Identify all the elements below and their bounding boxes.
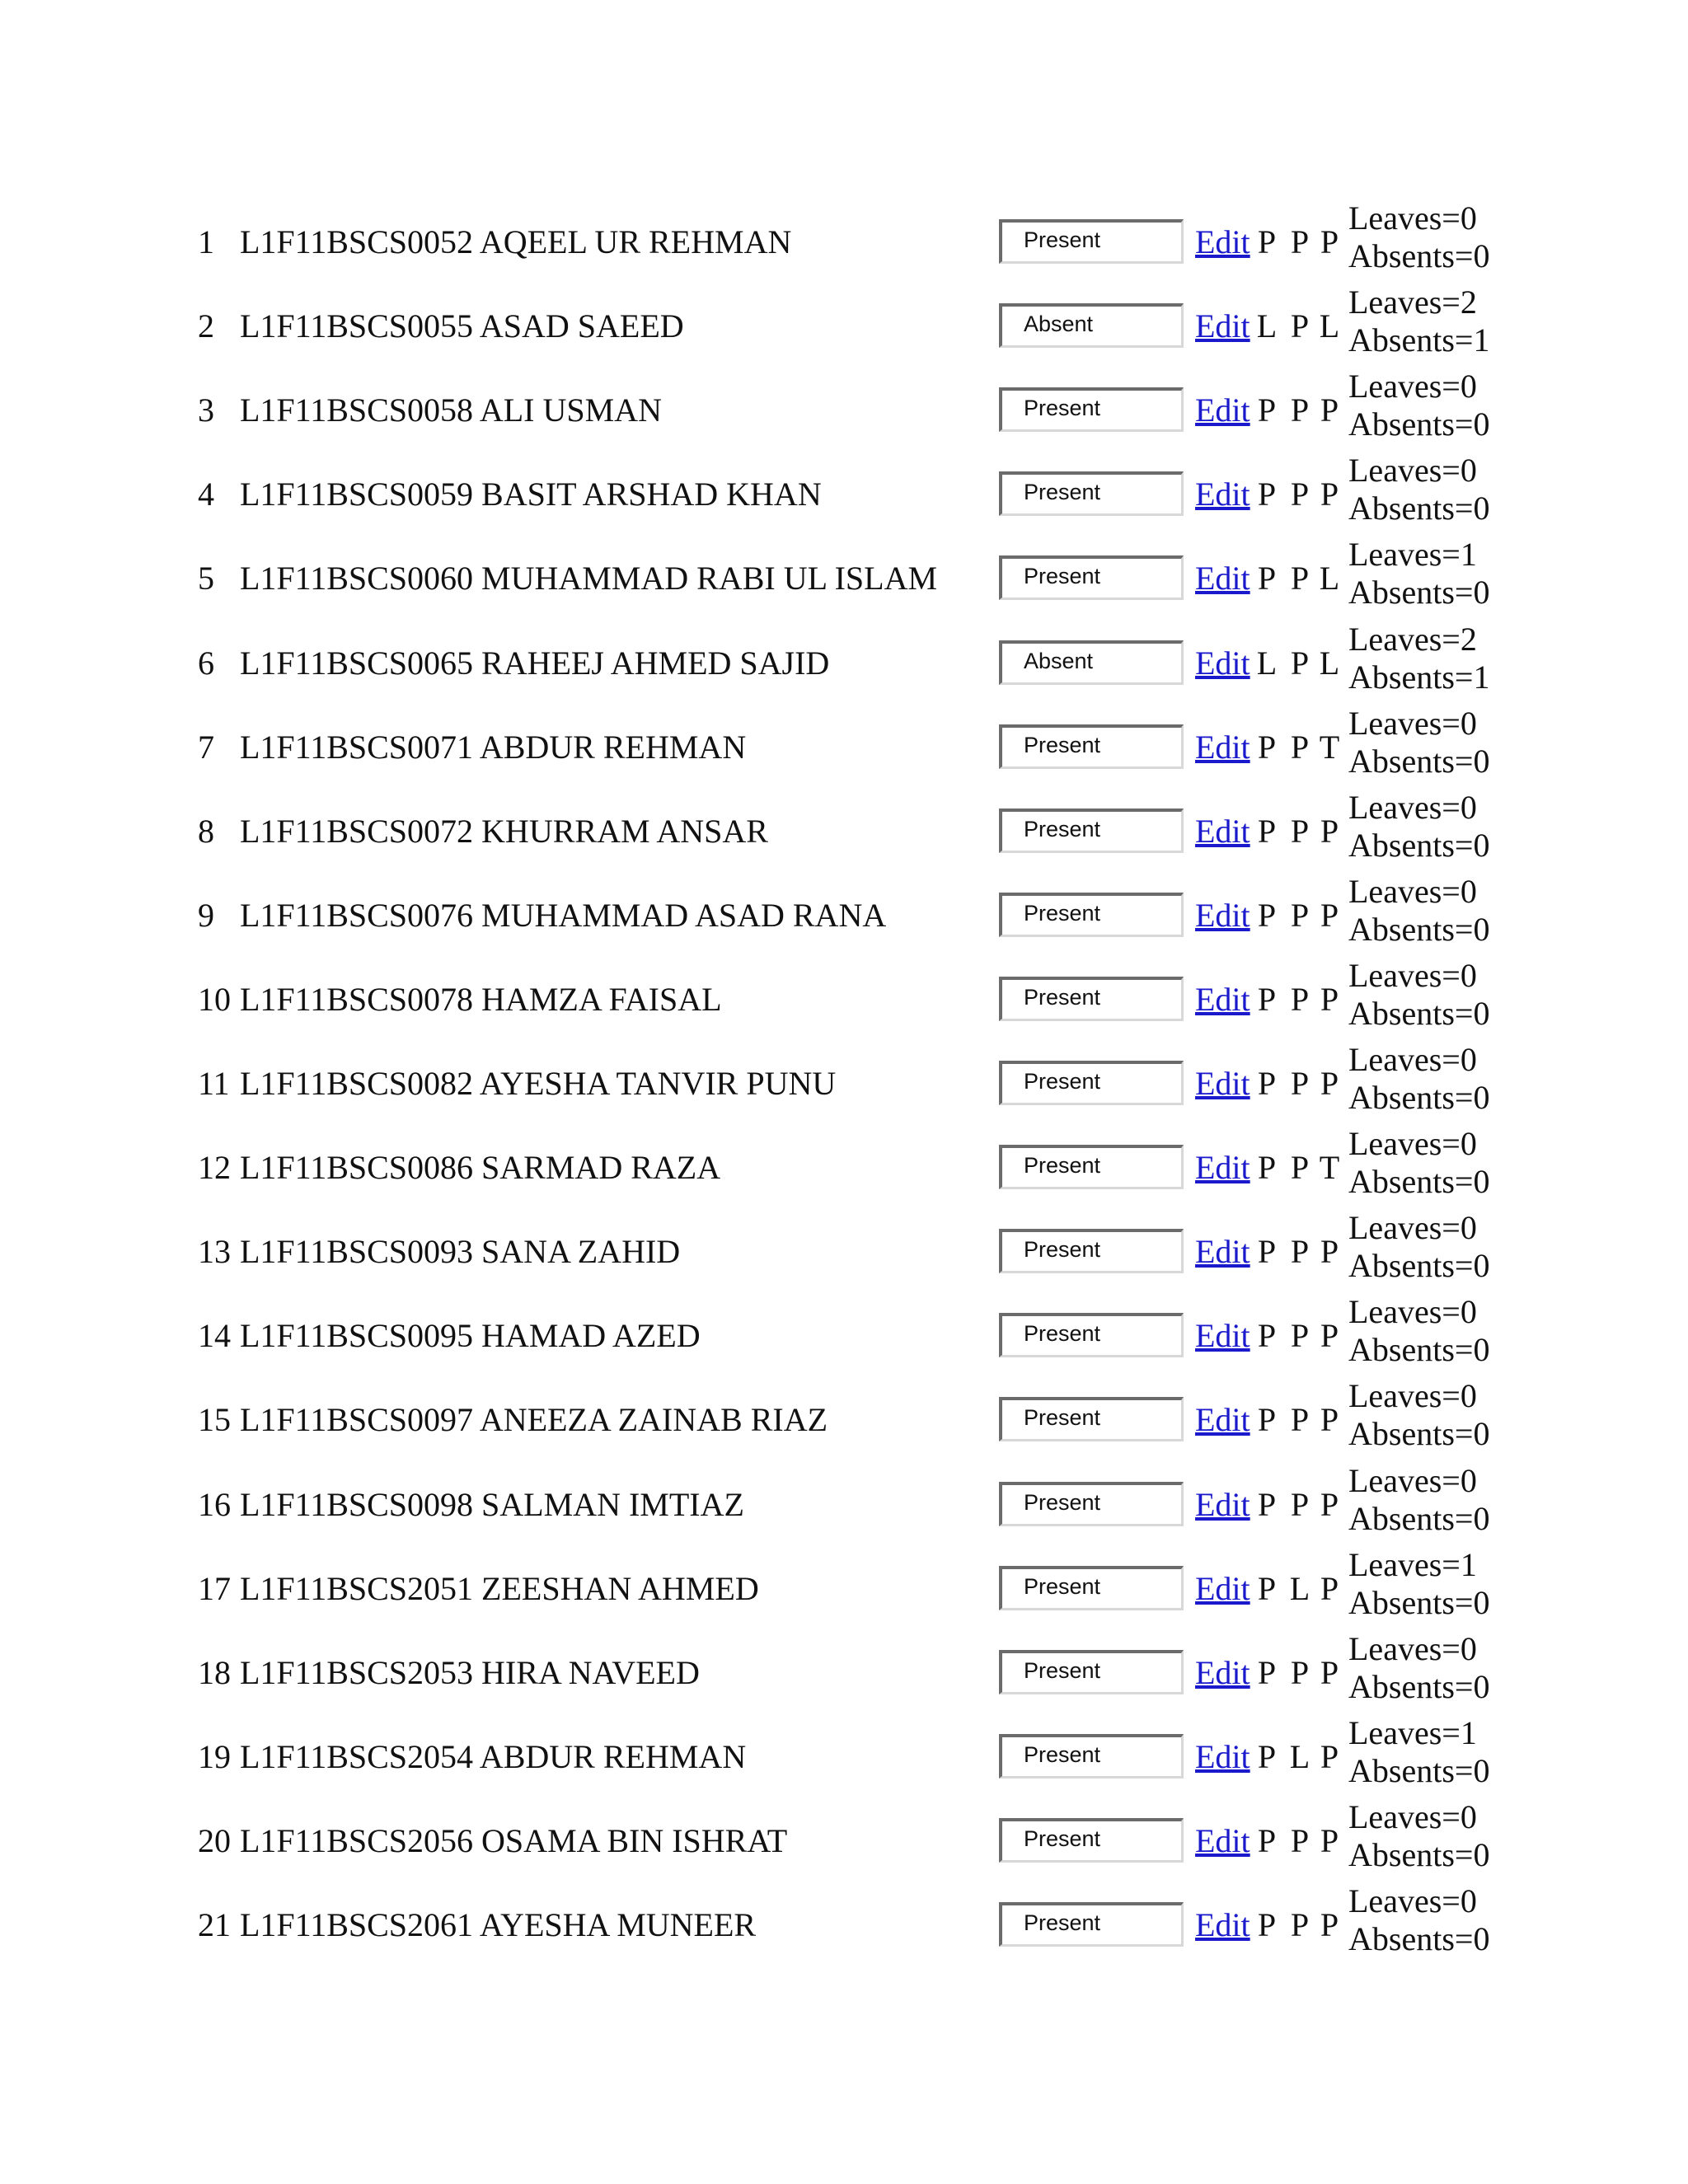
edit-link[interactable]: Edit: [1195, 1906, 1250, 1943]
student-label: [240, 1057, 836, 1110]
student-row: [0, 1125, 1688, 1217]
student-name: ALI USMAN: [479, 391, 662, 429]
leaves-count: Leaves=0: [1348, 1797, 1477, 1835]
attendance-mark-2: P: [1290, 896, 1310, 934]
edit-link[interactable]: Edit: [1195, 1569, 1250, 1607]
edit-link[interactable]: Edit: [1195, 1317, 1250, 1355]
status-field[interactable]: Present: [999, 1734, 1184, 1779]
attendance-counts: [1348, 1041, 1489, 1117]
attendance-counts: [1348, 536, 1489, 612]
absents-count: Absents=0: [1348, 1751, 1490, 1789]
attendance-counts: [1348, 705, 1489, 780]
absents-count: Absents=0: [1348, 574, 1490, 612]
row-number: 16: [198, 1485, 231, 1523]
student-name: HAMAD AZED: [481, 1317, 701, 1355]
attendance-mark-2: P: [1290, 1149, 1310, 1187]
row-number: 3: [198, 391, 214, 429]
leaves-count: Leaves=0: [1348, 1461, 1477, 1499]
absents-count: Absents=0: [1348, 1499, 1490, 1537]
row-number: 13: [198, 1233, 231, 1271]
attendance-counts: [1348, 368, 1489, 443]
student-label: [240, 300, 684, 353]
leaves-count: Leaves=0: [1348, 452, 1477, 490]
student-name: MUHAMMAD ASAD RANA: [481, 896, 887, 934]
absents-count: Absents=0: [1348, 1835, 1490, 1873]
registration-id: L1F11BSCS0097: [240, 1401, 474, 1439]
attendance-mark-3: P: [1320, 1821, 1339, 1859]
registration-id: L1F11BSCS2054: [240, 1737, 474, 1775]
attendance-mark-2: L: [1289, 1737, 1311, 1775]
student-row: [0, 620, 1688, 713]
absents-count: Absents=0: [1348, 237, 1490, 274]
student-label: [240, 1815, 787, 1868]
student-label: [240, 384, 662, 437]
student-row: [0, 1545, 1688, 1638]
registration-id: L1F11BSCS0052: [240, 223, 474, 260]
attendance-mark-1: P: [1257, 980, 1277, 1018]
absents-count: Absents=0: [1348, 405, 1490, 443]
attendance-mark-1: P: [1257, 1401, 1277, 1439]
attendance-mark-3: P: [1320, 1485, 1339, 1523]
status-field[interactable]: Present: [999, 1229, 1184, 1273]
attendance-mark-2: L: [1289, 1569, 1311, 1607]
student-name: MUHAMMAD RABI UL ISLAM: [481, 560, 938, 598]
attendance-mark-3: T: [1319, 1149, 1340, 1187]
attendance-mark-1: L: [1256, 644, 1278, 682]
registration-id: L1F11BSCS0078: [240, 980, 474, 1018]
attendance-mark-1: P: [1257, 1317, 1277, 1355]
attendance-mark-3: P: [1320, 1401, 1339, 1439]
leaves-count: Leaves=0: [1348, 1209, 1477, 1247]
row-number: 9: [198, 896, 214, 934]
student-name: ABDUR REHMAN: [479, 728, 747, 766]
attendance-mark-1: P: [1257, 223, 1277, 260]
absents-count: Absents=0: [1348, 742, 1490, 780]
leaves-count: Leaves=0: [1348, 1377, 1477, 1415]
attendance-mark-1: L: [1256, 307, 1278, 345]
absents-count: Absents=0: [1348, 1079, 1490, 1116]
edit-link[interactable]: Edit: [1195, 560, 1250, 598]
attendance-mark-3: P: [1320, 812, 1339, 850]
student-row: [0, 1713, 1688, 1807]
edit-link[interactable]: Edit: [1195, 1821, 1250, 1859]
edit-link[interactable]: Edit: [1195, 644, 1250, 682]
student-name: ZEESHAN AHMED: [481, 1569, 759, 1607]
student-label: [240, 889, 886, 942]
student-row: [0, 452, 1688, 544]
leaves-count: Leaves=1: [1348, 536, 1477, 574]
registration-id: L1F11BSCS0072: [240, 812, 474, 850]
registration-id: L1F11BSCS0093: [240, 1233, 474, 1271]
attendance-counts: [1348, 1714, 1489, 1790]
registration-id: L1F11BSCS0058: [240, 391, 474, 429]
attendance-mark-1: P: [1257, 1149, 1277, 1187]
status-field[interactable]: Absent: [999, 640, 1184, 685]
attendance-counts: [1348, 1209, 1489, 1285]
attendance-mark-2: P: [1290, 980, 1310, 1018]
absents-count: Absents=1: [1348, 321, 1490, 359]
row-number: 15: [198, 1401, 231, 1439]
registration-id: L1F11BSCS0071: [240, 728, 474, 766]
status-field[interactable]: Present: [999, 1061, 1184, 1105]
student-name: ANEEZA ZAINAB RIAZ: [479, 1401, 828, 1439]
attendance-mark-2: P: [1290, 307, 1310, 345]
attendance-counts: [1348, 1630, 1489, 1706]
row-number: 18: [198, 1653, 231, 1691]
attendance-counts: [1348, 873, 1489, 949]
absents-count: Absents=0: [1348, 1163, 1490, 1201]
absents-count: Absents=0: [1348, 1331, 1490, 1369]
attendance-mark-2: P: [1290, 223, 1310, 260]
attendance-mark-1: P: [1257, 1821, 1277, 1859]
attendance-mark-2: P: [1290, 476, 1310, 513]
student-row: [0, 956, 1688, 1049]
attendance-mark-1: P: [1257, 1653, 1277, 1691]
student-name: OSAMA BIN ISHRAT: [481, 1821, 788, 1859]
attendance-mark-2: P: [1290, 1821, 1310, 1859]
absents-count: Absents=0: [1348, 1920, 1490, 1957]
student-label: [240, 805, 768, 858]
attendance-counts: [1348, 284, 1489, 359]
status-field[interactable]: Present: [999, 1482, 1184, 1526]
leaves-count: Leaves=0: [1348, 1125, 1477, 1163]
attendance-mark-3: P: [1320, 1317, 1339, 1355]
edit-link[interactable]: Edit: [1195, 391, 1250, 429]
row-number: 12: [198, 1149, 231, 1187]
absents-count: Absents=0: [1348, 1667, 1490, 1705]
attendance-mark-3: P: [1320, 223, 1339, 260]
attendance-mark-1: P: [1257, 1233, 1277, 1271]
leaves-count: Leaves=0: [1348, 872, 1477, 910]
attendance-mark-3: P: [1320, 1569, 1339, 1607]
student-row: [0, 1377, 1688, 1469]
absents-count: Absents=0: [1348, 490, 1490, 527]
attendance-mark-1: P: [1257, 560, 1277, 598]
student-label: [240, 637, 829, 690]
student-name: AYESHA TANVIR PUNU: [479, 1065, 837, 1102]
leaves-count: Leaves=2: [1348, 620, 1477, 658]
status-field[interactable]: Present: [999, 387, 1184, 432]
status-field[interactable]: Present: [999, 219, 1184, 264]
student-name: HIRA NAVEED: [481, 1653, 700, 1691]
row-number: 17: [198, 1569, 231, 1607]
attendance-mark-2: P: [1290, 1401, 1310, 1439]
student-row: [0, 1209, 1688, 1301]
row-number: 2: [198, 307, 214, 345]
edit-link[interactable]: Edit: [1195, 980, 1250, 1018]
attendance-mark-2: P: [1290, 1906, 1310, 1943]
attendance-mark-3: P: [1320, 391, 1339, 429]
row-number: 14: [198, 1317, 231, 1355]
edit-link[interactable]: Edit: [1195, 307, 1250, 345]
absents-count: Absents=0: [1348, 910, 1490, 948]
student-row: [0, 199, 1688, 292]
student-row: [0, 284, 1688, 376]
attendance-mark-2: P: [1290, 1233, 1310, 1271]
row-number: 1: [198, 223, 214, 260]
leaves-count: Leaves=1: [1348, 1545, 1477, 1583]
edit-link[interactable]: Edit: [1195, 896, 1250, 934]
attendance-counts: [1348, 1377, 1489, 1453]
attendance-counts: [1348, 957, 1489, 1033]
student-row: [0, 1293, 1688, 1385]
row-number: 11: [198, 1065, 230, 1102]
absents-count: Absents=0: [1348, 994, 1490, 1032]
student-label: [240, 1899, 756, 1952]
edit-link[interactable]: Edit: [1195, 1653, 1250, 1691]
registration-id: L1F11BSCS0076: [240, 896, 474, 934]
attendance-mark-2: P: [1290, 391, 1310, 429]
student-label: [240, 1394, 828, 1446]
attendance-mark-1: P: [1257, 896, 1277, 934]
student-label: [240, 973, 722, 1026]
student-name: SANA ZAHID: [481, 1233, 681, 1271]
registration-id: L1F11BSCS2053: [240, 1653, 474, 1691]
attendance-mark-1: P: [1257, 1569, 1277, 1607]
attendance-mark-2: P: [1290, 560, 1310, 598]
attendance-mark-1: P: [1257, 728, 1277, 766]
student-name: SARMAD RAZA: [481, 1149, 721, 1187]
leaves-count: Leaves=2: [1348, 284, 1477, 321]
status-field[interactable]: Present: [999, 1818, 1184, 1863]
student-row: [0, 1882, 1688, 1975]
student-name: AYESHA MUNEER: [479, 1906, 757, 1943]
attendance-counts: [1348, 621, 1489, 696]
edit-link[interactable]: Edit: [1195, 1233, 1250, 1271]
registration-id: L1F11BSCS0082: [240, 1065, 474, 1102]
student-name: KHURRAM ANSAR: [481, 812, 768, 850]
leaves-count: Leaves=0: [1348, 788, 1477, 826]
student-label: [240, 468, 822, 521]
attendance-mark-3: P: [1320, 980, 1339, 1018]
student-row: [0, 704, 1688, 797]
row-number: 6: [198, 644, 214, 682]
registration-id: L1F11BSCS0098: [240, 1485, 474, 1523]
attendance-mark-1: P: [1257, 391, 1277, 429]
student-row: [0, 872, 1688, 965]
registration-id: L1F11BSCS0055: [240, 307, 474, 345]
student-label: [240, 1479, 744, 1531]
leaves-count: Leaves=0: [1348, 1293, 1477, 1331]
absents-count: Absents=0: [1348, 1583, 1490, 1621]
status-field[interactable]: Present: [999, 1650, 1184, 1694]
edit-link[interactable]: Edit: [1195, 1401, 1250, 1439]
leaves-count: Leaves=0: [1348, 368, 1477, 405]
attendance-mark-3: P: [1320, 1653, 1339, 1691]
leaves-count: Leaves=0: [1348, 956, 1477, 994]
absents-count: Absents=1: [1348, 658, 1490, 696]
attendance-counts: [1348, 1546, 1489, 1622]
attendance-counts: [1348, 199, 1489, 275]
attendance-mark-3: L: [1319, 307, 1340, 345]
leaves-count: Leaves=0: [1348, 1882, 1477, 1919]
status-field[interactable]: Present: [999, 471, 1184, 516]
edit-link[interactable]: Edit: [1195, 223, 1250, 260]
student-name: HAMZA FAISAL: [481, 980, 722, 1018]
row-number: 8: [198, 812, 214, 850]
attendance-counts: [1348, 1293, 1489, 1369]
student-name: BASIT ARSHAD KHAN: [481, 476, 822, 513]
row-number: 7: [198, 728, 214, 766]
status-field[interactable]: Present: [999, 1313, 1184, 1357]
student-label: [240, 552, 937, 605]
student-row: [0, 1629, 1688, 1722]
attendance-counts: [1348, 1798, 1489, 1874]
attendance-mark-3: L: [1319, 560, 1340, 598]
leaves-count: Leaves=0: [1348, 1041, 1477, 1078]
attendance-counts: [1348, 789, 1489, 865]
attendance-mark-1: P: [1257, 812, 1277, 850]
row-number: 21: [198, 1906, 231, 1943]
student-name: ABDUR REHMAN: [479, 1737, 747, 1775]
attendance-mark-3: P: [1320, 1233, 1339, 1271]
student-row: [0, 368, 1688, 460]
registration-id: L1F11BSCS0095: [240, 1317, 474, 1355]
absents-count: Absents=0: [1348, 1415, 1490, 1453]
row-number: 10: [198, 980, 231, 1018]
student-label: [240, 216, 791, 269]
student-row: [0, 1461, 1688, 1554]
attendance-mark-3: L: [1319, 644, 1340, 682]
status-field[interactable]: Absent: [999, 303, 1184, 348]
status-field[interactable]: Present: [999, 724, 1184, 769]
edit-link[interactable]: Edit: [1195, 812, 1250, 850]
student-label: [240, 1563, 759, 1615]
row-number: 19: [198, 1737, 231, 1775]
registration-id: L1F11BSCS0060: [240, 560, 474, 598]
attendance-mark-2: P: [1290, 812, 1310, 850]
status-field[interactable]: Present: [999, 555, 1184, 600]
leaves-count: Leaves=0: [1348, 199, 1477, 237]
edit-link[interactable]: Edit: [1195, 1149, 1250, 1187]
absents-count: Absents=0: [1348, 1247, 1490, 1285]
student-label: [240, 1141, 720, 1194]
attendance-mark-2: P: [1290, 1065, 1310, 1102]
registration-id: L1F11BSCS0065: [240, 644, 474, 682]
status-field[interactable]: Present: [999, 1397, 1184, 1441]
edit-link[interactable]: Edit: [1195, 728, 1250, 766]
student-name: SALMAN IMTIAZ: [481, 1485, 744, 1523]
row-number: 4: [198, 476, 214, 513]
attendance-counts: [1348, 1125, 1489, 1201]
edit-link[interactable]: Edit: [1195, 1737, 1250, 1775]
row-number: 5: [198, 560, 214, 598]
student-label: [240, 1647, 700, 1699]
student-row: [0, 1041, 1688, 1133]
attendance-mark-2: P: [1290, 644, 1310, 682]
edit-link[interactable]: Edit: [1195, 1065, 1250, 1102]
registration-id: L1F11BSCS2061: [240, 1906, 474, 1943]
attendance-mark-2: P: [1290, 1317, 1310, 1355]
student-row: [0, 536, 1688, 628]
absents-count: Absents=0: [1348, 826, 1490, 864]
status-field[interactable]: Present: [999, 808, 1184, 853]
status-field[interactable]: Present: [999, 893, 1184, 937]
registration-id: L1F11BSCS0086: [240, 1149, 474, 1187]
student-name: AQEEL UR REHMAN: [479, 223, 792, 260]
student-row: [0, 788, 1688, 881]
student-name: RAHEEJ AHMED SAJID: [481, 644, 830, 682]
student-label: [240, 1310, 701, 1362]
status-field[interactable]: Present: [999, 1145, 1184, 1189]
registration-id: L1F11BSCS2056: [240, 1821, 474, 1859]
attendance-mark-3: P: [1320, 476, 1339, 513]
attendance-mark-2: P: [1290, 728, 1310, 766]
attendance-mark-1: P: [1257, 1485, 1277, 1523]
registration-id: L1F11BSCS2051: [240, 1569, 474, 1607]
attendance-counts: [1348, 452, 1489, 527]
attendance-counts: [1348, 1882, 1489, 1958]
status-field[interactable]: Present: [999, 1566, 1184, 1610]
attendance-mark-3: P: [1320, 1906, 1339, 1943]
attendance-mark-2: P: [1290, 1485, 1310, 1523]
leaves-count: Leaves=1: [1348, 1713, 1477, 1751]
leaves-count: Leaves=0: [1348, 1629, 1477, 1667]
attendance-mark-3: P: [1320, 896, 1339, 934]
attendance-mark-1: P: [1257, 476, 1277, 513]
attendance-mark-1: P: [1257, 1906, 1277, 1943]
student-name: ASAD SAEED: [479, 307, 684, 345]
edit-link[interactable]: Edit: [1195, 1485, 1250, 1523]
student-label: [240, 1226, 680, 1278]
attendance-counts: [1348, 1462, 1489, 1538]
attendance-mark-2: P: [1290, 1653, 1310, 1691]
student-label: [240, 721, 746, 774]
status-field[interactable]: Present: [999, 977, 1184, 1021]
attendance-mark-1: P: [1257, 1737, 1277, 1775]
row-number: 20: [198, 1821, 231, 1859]
student-label: [240, 1731, 746, 1783]
registration-id: L1F11BSCS0059: [240, 476, 474, 513]
attendance-mark-3: P: [1320, 1737, 1339, 1775]
attendance-mark-3: P: [1320, 1065, 1339, 1102]
student-row: [0, 1797, 1688, 1891]
status-field[interactable]: Present: [999, 1902, 1184, 1947]
edit-link[interactable]: Edit: [1195, 476, 1250, 513]
attendance-mark-3: T: [1319, 728, 1340, 766]
leaves-count: Leaves=0: [1348, 704, 1477, 742]
attendance-mark-1: P: [1257, 1065, 1277, 1102]
